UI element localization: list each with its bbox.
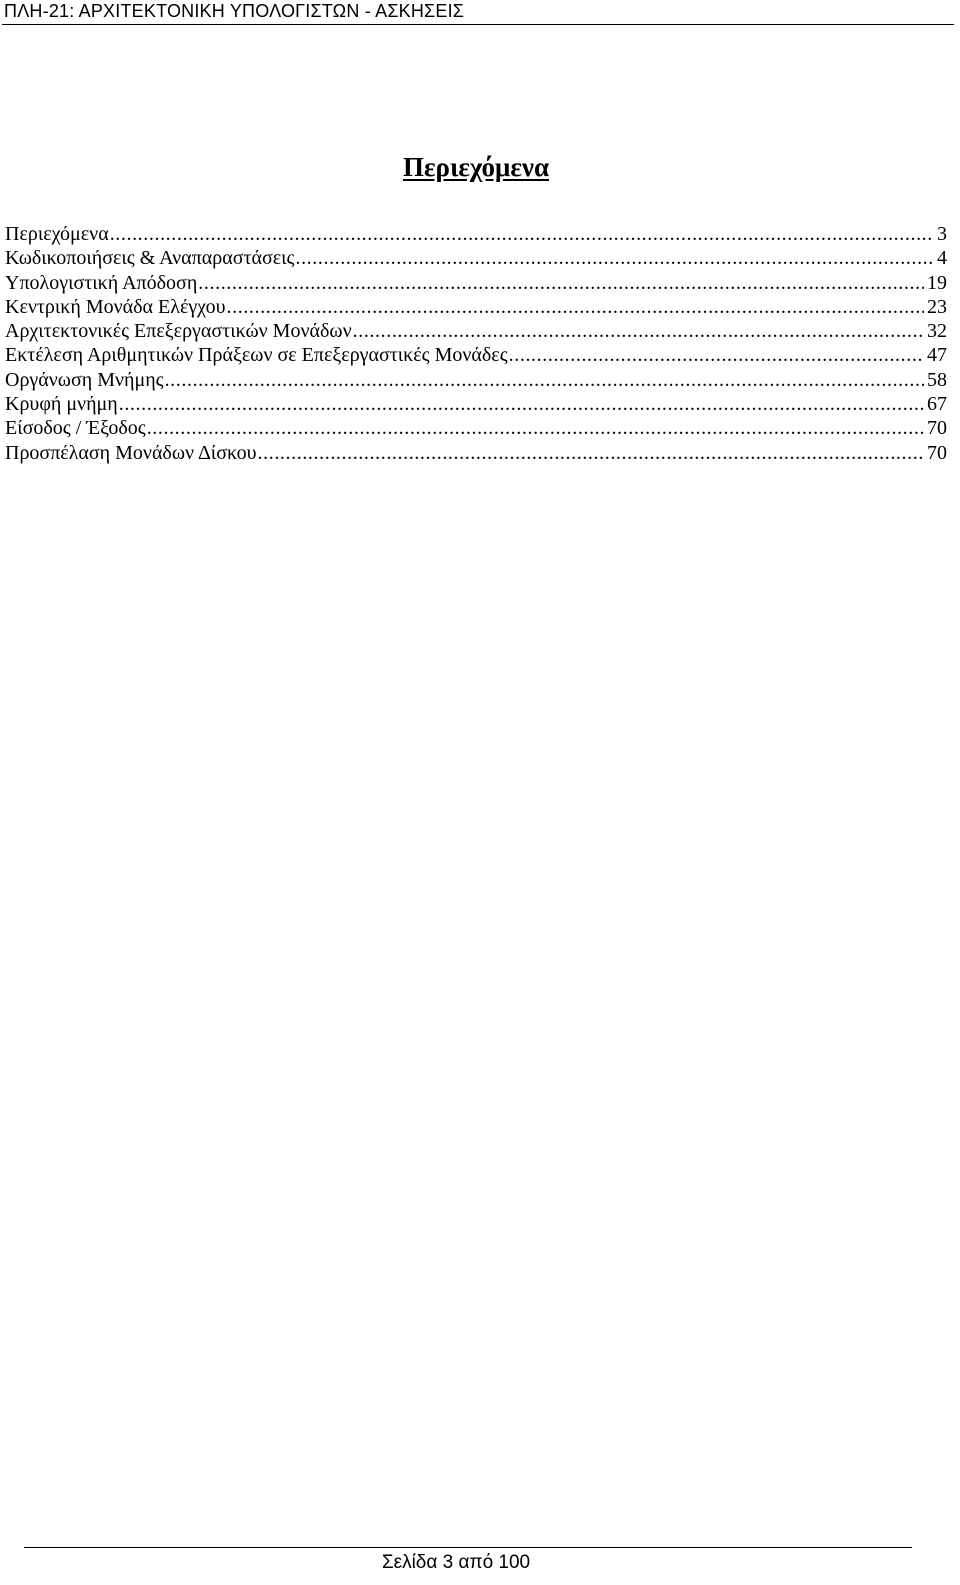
toc-dot-leader xyxy=(147,416,924,440)
toc-entry-page: 32 xyxy=(927,320,947,343)
toc-entry[interactable] xyxy=(5,416,947,440)
toc-entry-title: Κεντρική Μονάδα Ελέγχου xyxy=(5,295,226,318)
toc-entry-page: 67 xyxy=(927,393,947,416)
toc-entry-title: Εκτέλεση Αριθμητικών Πράξεων σε Επεξεργαστικές Μονάδες xyxy=(5,344,508,367)
toc-entry-title: Είσοδος / Έξοδος xyxy=(5,417,146,440)
toc-entry-page: 58 xyxy=(927,368,947,391)
toc-entry[interactable] xyxy=(5,392,947,416)
page-number-footer: Σελίδα 3 από 100 xyxy=(381,1552,531,1573)
toc-entry-page: 4 xyxy=(937,247,947,270)
toc-entry[interactable] xyxy=(5,368,947,392)
toc-entry[interactable] xyxy=(5,246,947,270)
toc-dot-leader xyxy=(227,295,924,319)
toc-entry[interactable] xyxy=(5,343,947,367)
header-rule xyxy=(2,24,954,25)
toc-entry[interactable] xyxy=(5,271,947,295)
toc-dot-leader xyxy=(110,222,934,246)
toc-dot-leader xyxy=(258,441,924,465)
toc-entry-title: Κρυφή μνήμη xyxy=(5,393,118,416)
toc-dot-leader xyxy=(165,368,924,392)
toc-entry[interactable] xyxy=(5,441,947,465)
toc-entry-title: Αρχιτεκτονικές Επεξεργαστικών Μονάδων xyxy=(5,320,352,343)
toc-entry-page: 23 xyxy=(927,295,947,318)
toc-entry-title: Κωδικοποιήσεις & Αναπαραστάσεις xyxy=(5,247,295,270)
toc-entry-page: 3 xyxy=(937,223,947,245)
toc-entry[interactable] xyxy=(5,222,947,246)
toc-entry-page: 19 xyxy=(927,271,947,294)
toc-title: Περιεχόμενα xyxy=(402,152,550,182)
table-of-contents xyxy=(5,222,947,465)
toc-entry-title: Οργάνωση Μνήμης xyxy=(5,368,164,391)
toc-entry-title: Προσπέλαση Μονάδων Δίσκου xyxy=(5,441,257,464)
toc-entry-page: 70 xyxy=(927,441,947,464)
toc-entry[interactable] xyxy=(5,319,947,343)
toc-dot-leader xyxy=(119,392,924,416)
toc-entry-page: 70 xyxy=(927,417,947,440)
footer-rule xyxy=(24,1547,912,1548)
toc-dot-leader xyxy=(198,271,924,295)
toc-entry[interactable] xyxy=(5,295,947,319)
toc-entry-page: 47 xyxy=(927,344,947,367)
toc-entry-title: Υπολογιστική Απόδοση xyxy=(5,271,198,294)
toc-dot-leader xyxy=(509,343,924,367)
running-header: ΠΛΗ-21: ΑΡΧΙΤΕΚΤΟΝΙΚΗ ΥΠΟΛΟΓΙΣΤΩΝ - ΑΣΚΗΣΕΙΣ xyxy=(4,1,465,21)
toc-entry-title: Περιεχόμενα xyxy=(5,223,109,245)
toc-dot-leader xyxy=(295,246,934,270)
toc-dot-leader xyxy=(353,319,924,343)
